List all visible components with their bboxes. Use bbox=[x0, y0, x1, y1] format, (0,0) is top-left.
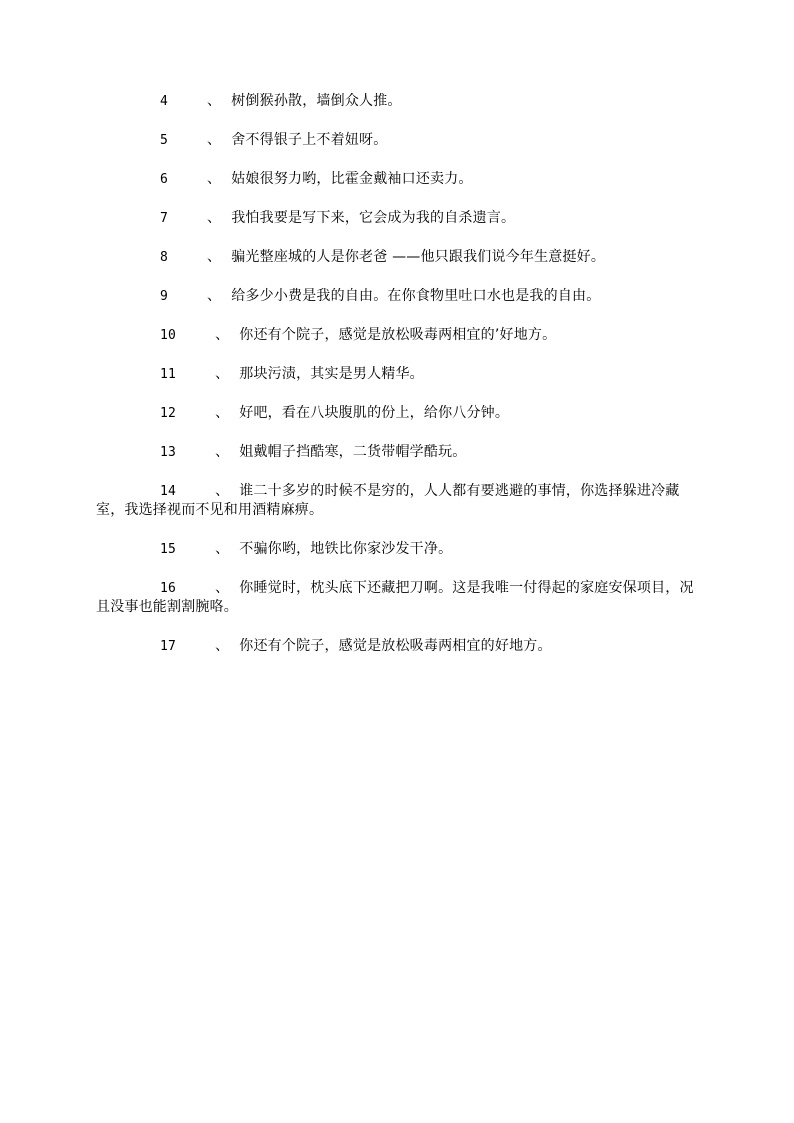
list-item bbox=[96, 443, 696, 462]
item-number: 10 bbox=[160, 328, 177, 343]
list-item bbox=[96, 579, 696, 617]
item-number: 17 bbox=[160, 639, 177, 654]
item-text: 骗光整座城的人是你老爸 ——他只跟我们说今年生意挺好。 bbox=[231, 249, 606, 265]
item-text: 那块污渍，其实是男人精华。 bbox=[239, 366, 424, 382]
item-number: 9 bbox=[160, 289, 169, 304]
item-separator: 、 bbox=[215, 638, 230, 654]
item-number: 13 bbox=[160, 445, 177, 460]
list-item bbox=[96, 170, 696, 189]
item-separator: 、 bbox=[215, 541, 230, 557]
item-separator: 、 bbox=[215, 483, 230, 499]
item-separator: 、 bbox=[215, 444, 230, 460]
item-number: 5 bbox=[160, 133, 169, 148]
item-text: 你还有个院子，感觉是放松吸毒两相宜的’好地方。 bbox=[239, 327, 557, 343]
item-number: 12 bbox=[160, 406, 177, 421]
list-item bbox=[96, 404, 696, 423]
item-number: 11 bbox=[160, 367, 177, 382]
document-body bbox=[96, 92, 696, 676]
item-text: 姐戴帽子挡酷寒，二货带帽学酷玩。 bbox=[239, 444, 467, 460]
item-separator: 、 bbox=[215, 366, 230, 382]
item-separator: 、 bbox=[207, 288, 222, 304]
list-item bbox=[96, 209, 696, 228]
item-separator: 、 bbox=[215, 327, 230, 343]
item-text: 给多少小费是我的自由。在你食物里吐口水也是我的自由。 bbox=[231, 288, 601, 304]
item-separator: 、 bbox=[215, 580, 230, 596]
item-number: 4 bbox=[160, 94, 169, 109]
list-item bbox=[96, 92, 696, 111]
list-item bbox=[96, 540, 696, 559]
item-text: 树倒猴孙散，墙倒众人推。 bbox=[231, 93, 402, 109]
item-number: 15 bbox=[160, 542, 177, 557]
item-separator: 、 bbox=[207, 171, 222, 187]
item-text: 我怕我要是写下来，它会成为我的自杀遗言。 bbox=[231, 210, 516, 226]
item-separator: 、 bbox=[207, 132, 222, 148]
list-item bbox=[96, 326, 696, 345]
item-text: 姑娘很努力哟，比霍金戴袖口还卖力。 bbox=[231, 171, 473, 187]
list-item bbox=[96, 637, 696, 656]
list-item bbox=[96, 131, 696, 150]
item-number: 7 bbox=[160, 211, 169, 226]
list-item bbox=[96, 482, 696, 520]
item-separator: 、 bbox=[215, 405, 230, 421]
item-number: 14 bbox=[160, 484, 177, 499]
item-text: 舍不得银子上不着妞呀。 bbox=[231, 132, 388, 148]
item-text: 不骗你哟，地铁比你家沙发干净。 bbox=[239, 541, 453, 557]
item-number: 6 bbox=[160, 172, 169, 187]
item-separator: 、 bbox=[207, 93, 222, 109]
item-number: 8 bbox=[160, 250, 169, 265]
item-text: 你睡觉时，枕头底下还藏把刀啊。这是我唯一付得起的家庭安保项目，况且没事也能割割腕咯。 bbox=[96, 580, 694, 615]
item-text: 你还有个院子，感觉是放松吸毒两相宜的好地方。 bbox=[239, 638, 552, 654]
item-text: 好吧，看在八块腹肌的份上，给你八分钟。 bbox=[239, 405, 510, 421]
item-separator: 、 bbox=[207, 249, 222, 265]
list-item bbox=[96, 365, 696, 384]
item-separator: 、 bbox=[207, 210, 222, 226]
list-item bbox=[96, 287, 696, 306]
item-text: 谁二十多岁的时候不是穷的，人人都有要逃避的事情，你选择躲进冷藏室，我选择视而不见和用酒精麻痹。 bbox=[96, 483, 680, 518]
list-item bbox=[96, 248, 696, 267]
item-number: 16 bbox=[160, 581, 177, 596]
